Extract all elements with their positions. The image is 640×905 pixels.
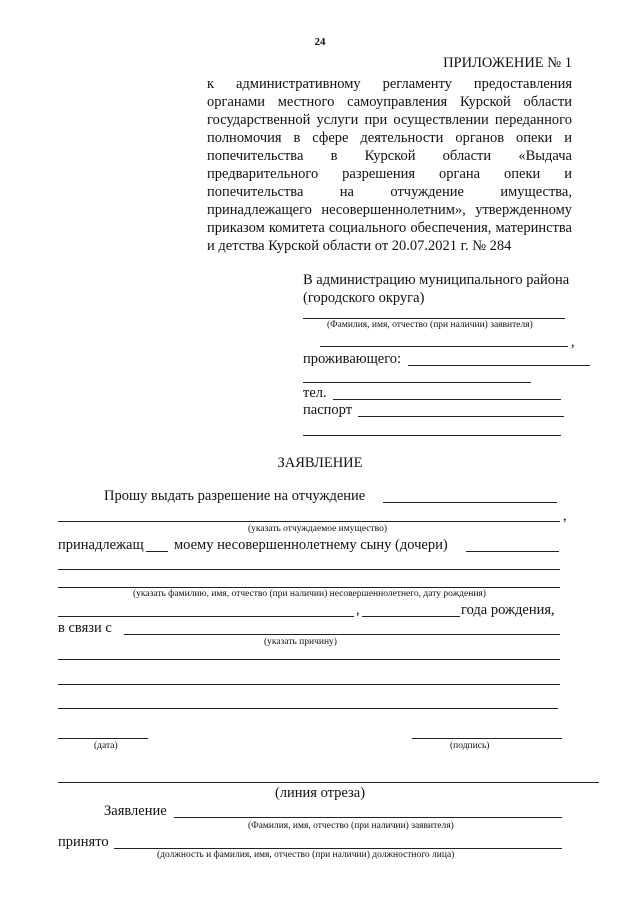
reason-label: в связи с [58, 620, 112, 636]
cut-line-label: (линия отреза) [274, 785, 366, 801]
receipt-applicant-field[interactable] [174, 817, 562, 818]
child-field-2[interactable] [58, 569, 560, 570]
appendix-line-8: принадлежащего несовершеннолетним», утвержденному [207, 202, 572, 218]
official-field[interactable] [114, 848, 562, 849]
belonging-prefix: принадлежащ [58, 537, 144, 553]
reason-hint: (указать причину) [264, 637, 337, 647]
passport-label: паспорт [303, 402, 353, 418]
applicant-name-hint: (Фамилия, имя, отчество (при наличии) заявителя) [327, 320, 533, 330]
property-field-1[interactable] [383, 502, 557, 503]
addressee-line-1: В администрацию муниципального района [303, 272, 570, 288]
child-field-3[interactable] [58, 587, 560, 588]
appendix-line-10: и детства Курской области от 20.07.2021 г. № 284 [207, 238, 512, 254]
official-hint: (должность и фамилия, имя, отчество (при наличии) должностного лица) [157, 850, 455, 860]
statement-title: ЗАЯВЛЕНИЕ [277, 455, 363, 471]
child-birth-field-1[interactable] [58, 616, 354, 617]
request-text: Прошу выдать разрешение на отчуждение [104, 488, 366, 504]
signature-hint: (подпись) [450, 741, 490, 751]
address-field-2[interactable] [303, 382, 531, 383]
residing-label: проживающего: [303, 351, 402, 367]
reason-field-2[interactable] [58, 659, 560, 660]
addressee-line-2: (городского округа) [303, 290, 425, 306]
birth-year-text: года рождения, [461, 602, 555, 618]
reason-field-4[interactable] [58, 708, 558, 709]
birth-comma: , [356, 602, 360, 618]
phone-field[interactable] [333, 399, 561, 400]
appendix-line-3: государственной услуги при осуществлении переданного [207, 112, 572, 128]
appendix-title: ПРИЛОЖЕНИЕ № 1 [443, 55, 572, 71]
date-field[interactable] [58, 738, 148, 739]
reason-field-3[interactable] [58, 684, 560, 685]
signature-field[interactable] [412, 738, 562, 739]
appendix-line-2: органами местного самоуправления Курской области [207, 94, 572, 110]
appendix-line-4: полномочия в сфере деятельности органов опеки и [207, 130, 572, 146]
cut-line [58, 782, 599, 783]
child-field-1[interactable] [466, 551, 559, 552]
phone-label: тел. [303, 385, 327, 401]
applicant-comma: , [571, 334, 575, 350]
accepted-label: принято [58, 834, 109, 850]
appendix-line-9: приказом комитета социального обеспечения, материнства [207, 220, 572, 236]
child-hint: (указать фамилию, имя, отчество (при наличии) несовершеннолетнего, дату рождения) [133, 589, 486, 599]
passport-field-2[interactable] [303, 435, 561, 436]
belonging-ending-field[interactable] [146, 551, 168, 552]
property-hint: (указать отчуждаемое имущество) [248, 524, 387, 534]
applicant-name-field[interactable] [303, 318, 565, 319]
passport-field-1[interactable] [358, 416, 564, 417]
appendix-line-7: попечительства на отчуждение имущества, [207, 184, 572, 200]
receipt-statement-label: Заявление [104, 803, 167, 819]
appendix-line-6: предварительного разрешения органа опеки и [207, 166, 572, 182]
appendix-line-1: к административному регламенту предоставления [207, 76, 572, 92]
page-number: 24 [314, 36, 326, 48]
child-birth-year-field[interactable] [362, 616, 460, 617]
receipt-applicant-hint: (Фамилия, имя, отчество (при наличии) заявителя) [248, 821, 454, 831]
property-comma: , [563, 508, 567, 524]
applicant-name-field-2[interactable] [320, 346, 568, 347]
address-field-1[interactable] [408, 365, 590, 366]
date-hint: (дата) [94, 741, 118, 751]
appendix-line-5: попечительства в Курской области «Выдача [207, 148, 572, 164]
reason-field-1[interactable] [124, 634, 560, 635]
belonging-text: моему несовершеннолетнему сыну (дочери) [174, 537, 448, 553]
property-field-2[interactable] [58, 521, 560, 522]
